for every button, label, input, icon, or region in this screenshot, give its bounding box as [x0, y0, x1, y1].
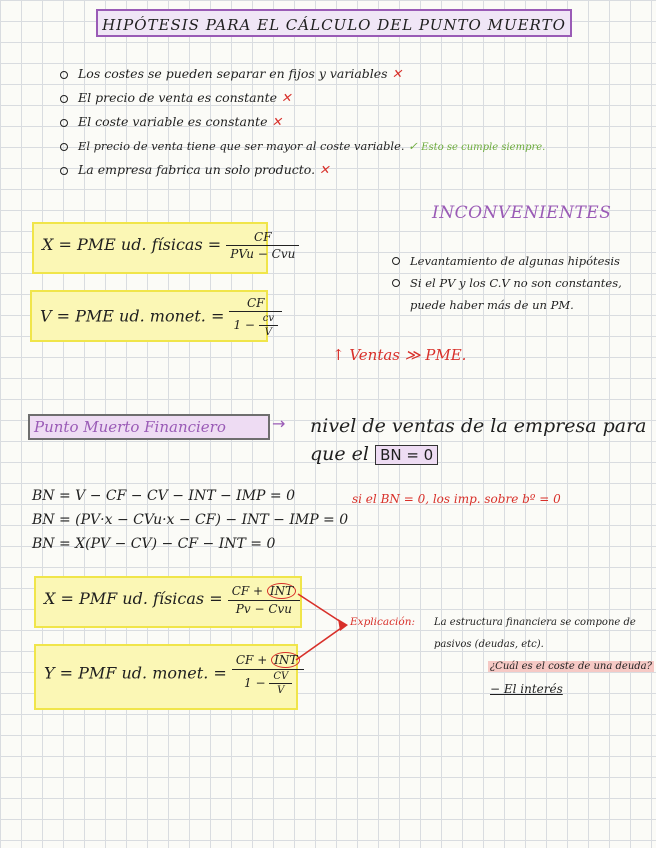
check-icon: ✓: [408, 139, 418, 153]
ventas-note: ↑ Ventas ≫ PME.: [332, 346, 467, 364]
hypothesis-text: El precio de venta es constante: [78, 90, 278, 105]
cross-icon: ✕: [391, 66, 403, 81]
cross-icon: ✕: [319, 162, 330, 177]
explanation-label: Explicación:: [350, 616, 416, 628]
arrow-line: [298, 594, 344, 624]
hypothesis-text: El precio de venta tiene que ser mayor al coste variable.: [78, 139, 405, 153]
red-annotation: si el BN = 0, los imp. sobre bº = 0: [352, 492, 561, 506]
hypothesis-text: Los costes se pueden separar en fijos y variables: [78, 66, 388, 81]
formula-lhs: Y = PMF ud. monet. =: [44, 663, 227, 683]
fraction-denominator: V: [277, 685, 285, 696]
fraction-numerator: CF: [226, 230, 299, 246]
den-prefix: 1 −: [244, 676, 266, 690]
formula-lhs: X = PME ud. físicas =: [42, 235, 222, 254]
bn-zero-box: BN = 0: [375, 445, 438, 465]
formula-lhs: X = PMF ud. físicas =: [44, 589, 223, 608]
cross-icon: ✕: [271, 114, 282, 129]
fraction-numerator: CV: [269, 671, 292, 684]
fraction-numerator: CF: [229, 296, 282, 312]
explanation-text: La estructura financiera se compone de pasivos (deudas, etc).: [434, 617, 636, 650]
hypothesis-text: El coste variable es constante: [78, 114, 268, 129]
numerator-part: CF +: [235, 653, 268, 667]
inconveniente-text: Levantamiento de algunas hipótesis: [410, 254, 620, 268]
explanation-question: ¿Cuál es el coste de una deuda?: [489, 661, 652, 672]
equation-line: BN = X(PV − CV) − CF − INT = 0: [32, 536, 276, 552]
inconveniente-text: Si el PV y los C.V no son constantes, puede haber más de un PM.: [410, 276, 622, 312]
equation-line: BN = (PV·x − CVu·x − CF) − INT − IMP = 0: [32, 512, 349, 528]
fraction-numerator: cv: [259, 313, 278, 326]
fraction-denominator: Pv − Cvu: [235, 602, 293, 616]
arrow-right-icon: →: [272, 414, 286, 433]
den-prefix: 1 −: [233, 318, 255, 332]
explanation-block: [434, 612, 656, 700]
fraction-denominator: PVu − Cvu: [230, 247, 296, 261]
pmf-description-text: nivel de ventas de la empresa para que el: [310, 415, 647, 465]
equation-line: BN = V − CF − CV − INT − IMP = 0: [32, 488, 295, 504]
pmf-label: Punto Muerto Financiero: [28, 414, 270, 440]
cross-icon: ✕: [281, 90, 292, 105]
hypothesis-note: Esto se cumple siempre.: [421, 142, 546, 153]
numerator-part: CF +: [231, 584, 264, 598]
arrow-line: [296, 626, 344, 660]
explanation-answer: − El interés: [490, 682, 563, 696]
fraction-denominator: V: [264, 327, 273, 338]
circled-int: INT: [267, 583, 296, 599]
circled-int: INT: [271, 652, 300, 668]
hypothesis-text: La empresa fabrica un solo producto.: [78, 162, 316, 177]
formula-lhs: V = PME ud. monet. =: [40, 306, 225, 326]
inconvenientes-title: INCONVENIENTES: [432, 203, 612, 223]
page-title: HIPÓTESIS PARA EL CÁLCULO DEL PUNTO MUERTO: [96, 9, 572, 37]
